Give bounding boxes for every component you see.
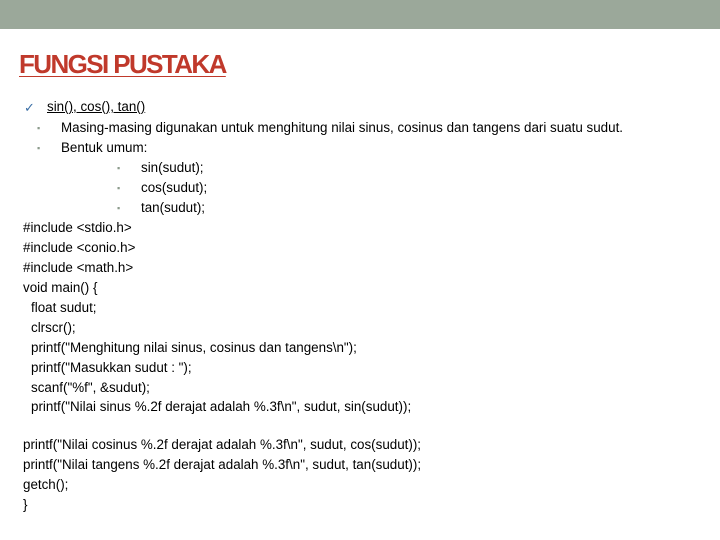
- code-line: scanf("%f", &sudut);: [31, 380, 150, 395]
- bullet-description: Masing-masing digunakan untuk menghitung nilai sinus, cosinus dan tangens dari suatu sudut.: [61, 120, 624, 135]
- code-line: #include <stdio.h>: [23, 220, 132, 235]
- code-line: #include <math.h>: [23, 260, 134, 275]
- bullet-icon: ▪: [117, 203, 121, 213]
- slide-title: FUNGSI PUSTAKA: [19, 49, 226, 79]
- code-line: printf("Nilai tangens %.2f derajat adalah %.3f\n", sudut, tan(sudut));: [23, 457, 422, 472]
- code-line: printf("Menghitung nilai sinus, cosinus dan tangens\n");: [31, 340, 357, 355]
- code-line: }: [23, 497, 28, 512]
- check-icon: ✓: [24, 100, 35, 115]
- code-line: printf("Nilai cosinus %.2f derajat adalah %.3f\n", sudut, cos(sudut));: [23, 437, 422, 452]
- form-cos: cos(sudut);: [141, 180, 208, 195]
- form-sin: sin(sudut);: [141, 160, 204, 175]
- form-tan: tan(sudut);: [141, 200, 206, 215]
- code-line: getch();: [23, 477, 69, 492]
- code-line: printf("Masukkan sudut : ");: [31, 360, 192, 375]
- bullet-general-form: Bentuk umum:: [61, 140, 148, 155]
- code-line: clrscr();: [31, 320, 76, 335]
- code-line: float sudut;: [31, 300, 97, 315]
- bullet-icon: ▪: [37, 123, 41, 133]
- bullet-icon: ▪: [117, 183, 121, 193]
- subheading: sin(), cos(), tan(): [47, 99, 146, 114]
- code-line: printf("Nilai sinus %.2f derajat adalah %.3f\n", sudut, sin(sudut));: [31, 399, 412, 414]
- top-bar: [0, 0, 720, 29]
- bullet-icon: ▪: [37, 143, 41, 153]
- code-line: void main() {: [23, 280, 98, 295]
- bullet-icon: ▪: [117, 163, 121, 173]
- code-line: #include <conio.h>: [23, 240, 136, 255]
